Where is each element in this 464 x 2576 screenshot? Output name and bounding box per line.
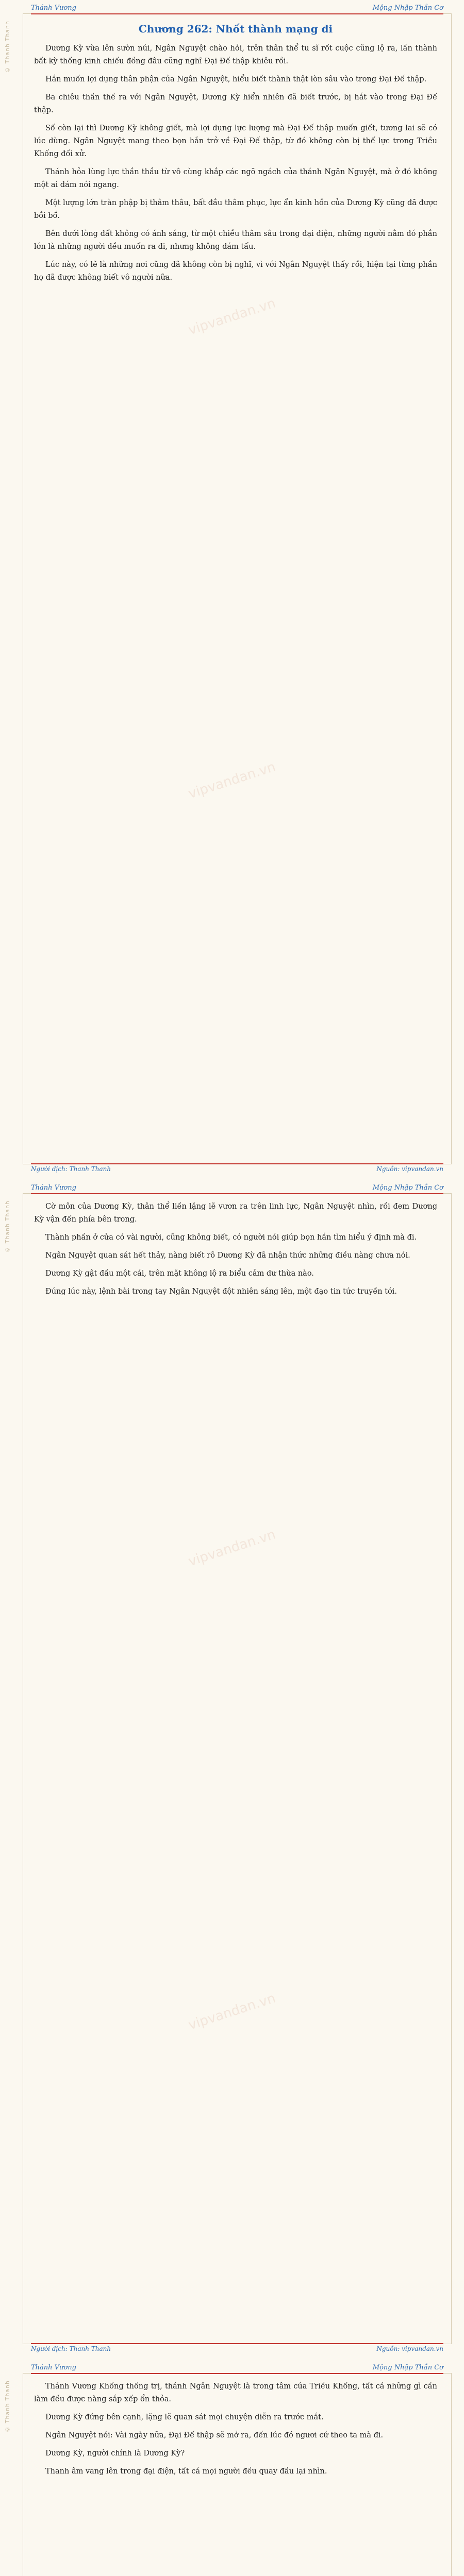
footer-translator: Người dịch: Thanh Thanh xyxy=(31,1165,111,1173)
page-body xyxy=(34,1200,437,2334)
paragraph: Dương Kỳ gật đầu một cái, trên mặt không lộ ra biểu cảm dư thừa nào. xyxy=(45,1269,314,1278)
paragraph: Thánh hỏa lùng lực thần thầu từ vô cùng khắp các ngõ ngách của thánh Ngân Nguyệt, mà ở đó không một ai dám nói ngang. xyxy=(34,168,437,189)
header-book-title: Thánh Vương xyxy=(31,1184,76,1192)
watermark: vipvandan.vn xyxy=(186,1527,278,1570)
watermark: vipvandan.vn xyxy=(186,1990,278,2033)
page-footer xyxy=(31,1165,443,1175)
paragraph: Dương Kỳ đứng bên cạnh, lặng lẽ quan sát mọi chuyện diễn ra trước mắt. xyxy=(45,2413,324,2421)
paragraph: Đúng lúc này, lệnh bài trong tay Ngân Nguyệt đột nhiên sáng lên, một đạo tin tức truyền tới. xyxy=(45,1287,397,1296)
paragraph-list xyxy=(34,1200,437,1298)
header-author: Mộng Nhập Thần Cơ xyxy=(372,2364,443,2371)
paragraph: Lúc này, có lẽ là những nơi cũng đã không còn bị nghĩ, vì với Ngân Nguyệt thấy rồi, hiện tại từng phần họ đã được không biết vô người nữa. xyxy=(34,261,437,282)
page-header xyxy=(31,4,443,14)
paragraph: Dương Kỳ, người chính là Dương Kỳ? xyxy=(45,2449,185,2458)
watermark: vipvandan.vn xyxy=(186,759,278,802)
header-book-title: Thánh Vương xyxy=(31,4,76,12)
header-rule xyxy=(31,2373,443,2374)
header-author: Mộng Nhập Thần Cơ xyxy=(372,4,443,12)
paragraph: Thánh Vương Khống thống trị, thánh Ngân Nguyệt là trong tâm của Triều Khống, tất cả những gì cần làm đều được nàng sắp xếp ổn thỏa. xyxy=(34,2382,437,2403)
header-rule xyxy=(31,1193,443,1194)
paragraph-list xyxy=(34,42,437,284)
page-2 xyxy=(0,1180,464,2360)
paragraph: Số còn lại thì Dương Kỳ không giết, mà lợi dụng lực lượng mà Đại Đế thập muốn giết, tương lai sẽ có lúc dùng. Ngân Nguyệt mang theo bọn hắn trở về Đại Đế thập, từ đó không còn bị thế lực trong Triều Khống đối xử. xyxy=(34,124,437,158)
paragraph: Ngân Nguyệt nói: Vài ngày nữa, Đại Đế thập sẽ mở ra, đến lúc đó ngươi cứ theo ta mà đi. xyxy=(45,2431,384,2439)
footer-source: Nguồn: vipvandan.vn xyxy=(376,1165,443,1173)
paragraph: Ba chiêu thần thề ra với Ngân Nguyệt, Dương Kỳ hiển nhiên đã biết trước, bị hắt vào trong Đại Đế thập. xyxy=(34,93,437,114)
paragraph: Dương Kỳ vừa lên sườn núi, Ngân Nguyệt chào hỏi, trên thân thể tu sĩ rốt cuộc cũng lộ ra, lần thành bất kỳ thống kinh chiếu đồng đâu cũng nghĩ Đại Đế thập khiêu rồi. xyxy=(34,44,437,65)
page-header xyxy=(31,1184,443,1194)
paragraph: Ngân Nguyệt quan sát hết thảy, nàng biết rõ Dương Kỳ đã nhận thức những điều nàng chưa nói. xyxy=(45,1251,410,1260)
footer-rule xyxy=(31,2343,443,2344)
header-rule xyxy=(31,13,443,14)
header-book-title: Thánh Vương xyxy=(31,2364,76,2371)
footer-rule xyxy=(31,1163,443,1164)
chapter-title: Chương 262: Nhốt thành mạng đi xyxy=(138,23,333,35)
watermark: vipvandan.vn xyxy=(186,295,278,338)
side-copyright: © Thanh Thanh xyxy=(4,1200,11,1253)
paragraph: Hắn muốn lợi dụng thân phận của Ngân Nguyệt, hiểu biết thành thật lòn sâu vào trong Đại Đế thập. xyxy=(45,75,427,83)
header-author: Mộng Nhập Thần Cơ xyxy=(372,1184,443,1192)
page-1 xyxy=(0,0,464,1180)
footer-translator: Người dịch: Thanh Thanh xyxy=(31,2345,111,2352)
page-body xyxy=(34,2380,437,2576)
paragraph: Thành phần ở cửa có vài người, cũng không biết, có người nói giúp bọn hắn tìm hiểu ý định mà đi. xyxy=(45,1233,417,1242)
page-header xyxy=(31,2364,443,2374)
paragraph-list xyxy=(34,2380,437,2478)
paragraph: Thanh âm vang lên trong đại điện, tất cả mọi người đều quay đầu lại nhìn. xyxy=(45,2467,327,2476)
paragraph: Bên dưới lòng đất không có ánh sáng, từ một chiều thâm sâu trong đại điện, những người nằm đó phần lớn là những người đều muốn ra đi, nhưng không dám tấu. xyxy=(34,230,437,251)
paragraph: Một lượng lớn tràn phập bị thâm thâu, bất đầu thâm phục, lực ẩn kinh hồn của Dương Kỳ cũng đã được bồi bổ. xyxy=(34,199,437,220)
footer-source: Nguồn: vipvandan.vn xyxy=(376,2345,443,2352)
page-footer xyxy=(31,2345,443,2354)
page-body xyxy=(34,21,437,1154)
side-copyright: © Thanh Thanh xyxy=(4,2380,11,2433)
side-copyright: © Thanh Thanh xyxy=(4,21,11,73)
page-3 xyxy=(0,2360,464,2576)
paragraph: Cờ môn của Dương Kỳ, thân thể liền lặng lẽ vươn ra trên linh lực, Ngân Nguyệt nhìn, rồi đem Dương Kỳ vận đến phía bên trong. xyxy=(34,1202,437,1224)
